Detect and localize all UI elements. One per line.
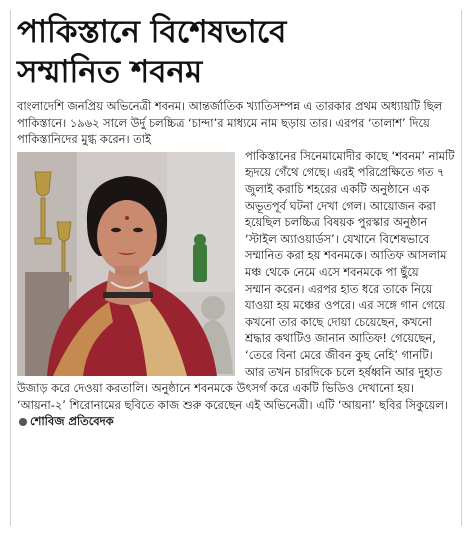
byline: শোবিজ প্রতিবেদক <box>30 414 114 429</box>
headline-line-2: সম্মানিত শবনম <box>17 54 203 90</box>
article-body <box>17 98 455 430</box>
bullet-icon <box>19 418 27 426</box>
news-clipping <box>10 10 462 526</box>
actress-photo <box>17 152 235 376</box>
headline-line-1: পাকিস্তানে বিশেষভাবে <box>17 14 287 50</box>
wrapped-paragraph: পাকিস্তানের সিনেমামোদীর কাছে ‘শবনম’ নামটি হৃদয়ে গেঁথে গেছে। এরই পরিপ্রেক্ষিতে গত ৭ জুলাই করাচি শহরের একটি অনুষ্ঠানে এক অভূতপূর্ব ঘটনা দেখা গেল। আয়োজন করা হয়েছিল চলচ্চিত্র বিষয়ক পুরস্কার অনুষ্ঠান ‘স্টাইল অ্যাওয়ার্ডস’। যেখানে বিশেষভাবে সম্মানিত করা হয় শবনমকে। আতিফ আসলাম মঞ্চ থেকে নেমে এসে শবনমকে পা ছুঁয়ে <box>245 148 455 279</box>
headline <box>17 12 455 92</box>
intro-paragraph: বাংলাদেশি জনপ্রিয় অভিনেত্রী শবনম। আন্তর্জাতিক খ্যাতিসম্পন্ন এ তারকার প্রথম অধ্যায়টি ছিল পাকিস্তানে। ১৯৬২ সালে উর্দু চলচ্চিত্র ‘চান্দা’র মাধ্যমে নাম ছড়ায় তার। এরপর ‘তালাশ’ দিয়ে পাকিস্তানিদের মুগ্ধ করেন। তাই <box>17 99 443 147</box>
photo-illustration <box>17 152 235 376</box>
closing-text: সম্মান করেন। এরপর হাত ধরে তাকে নিয়ে যাওয়া হয় মঞ্চের ওপরে। এর সঙ্গে গান গেয়ে কখনো তার কাছে দোয়া চেয়েছেন, কখনো শ্রদ্ধার কথাটিও জানান আতিফ! গেয়েছেন, ‘তেরে বিনা মেরে জীবন কুছ নেহি’ গানটি। আর তখন চারদিকে চলে হর্ষধ্বনি আর দুহাত উজাড় করে দেওয়া করতালি। অনুষ্ঠানে শবনমকে উৎসর্গ করে একটি ভিডিও দেখানো হয়। ‘আয়না-২’ শিরোনামের ছবিতে কাজ শুরু করেছেন এই অভিনেত্রী। এটি ‘আয়না’ ছবির সিকুয়েল। <box>17 281 448 412</box>
